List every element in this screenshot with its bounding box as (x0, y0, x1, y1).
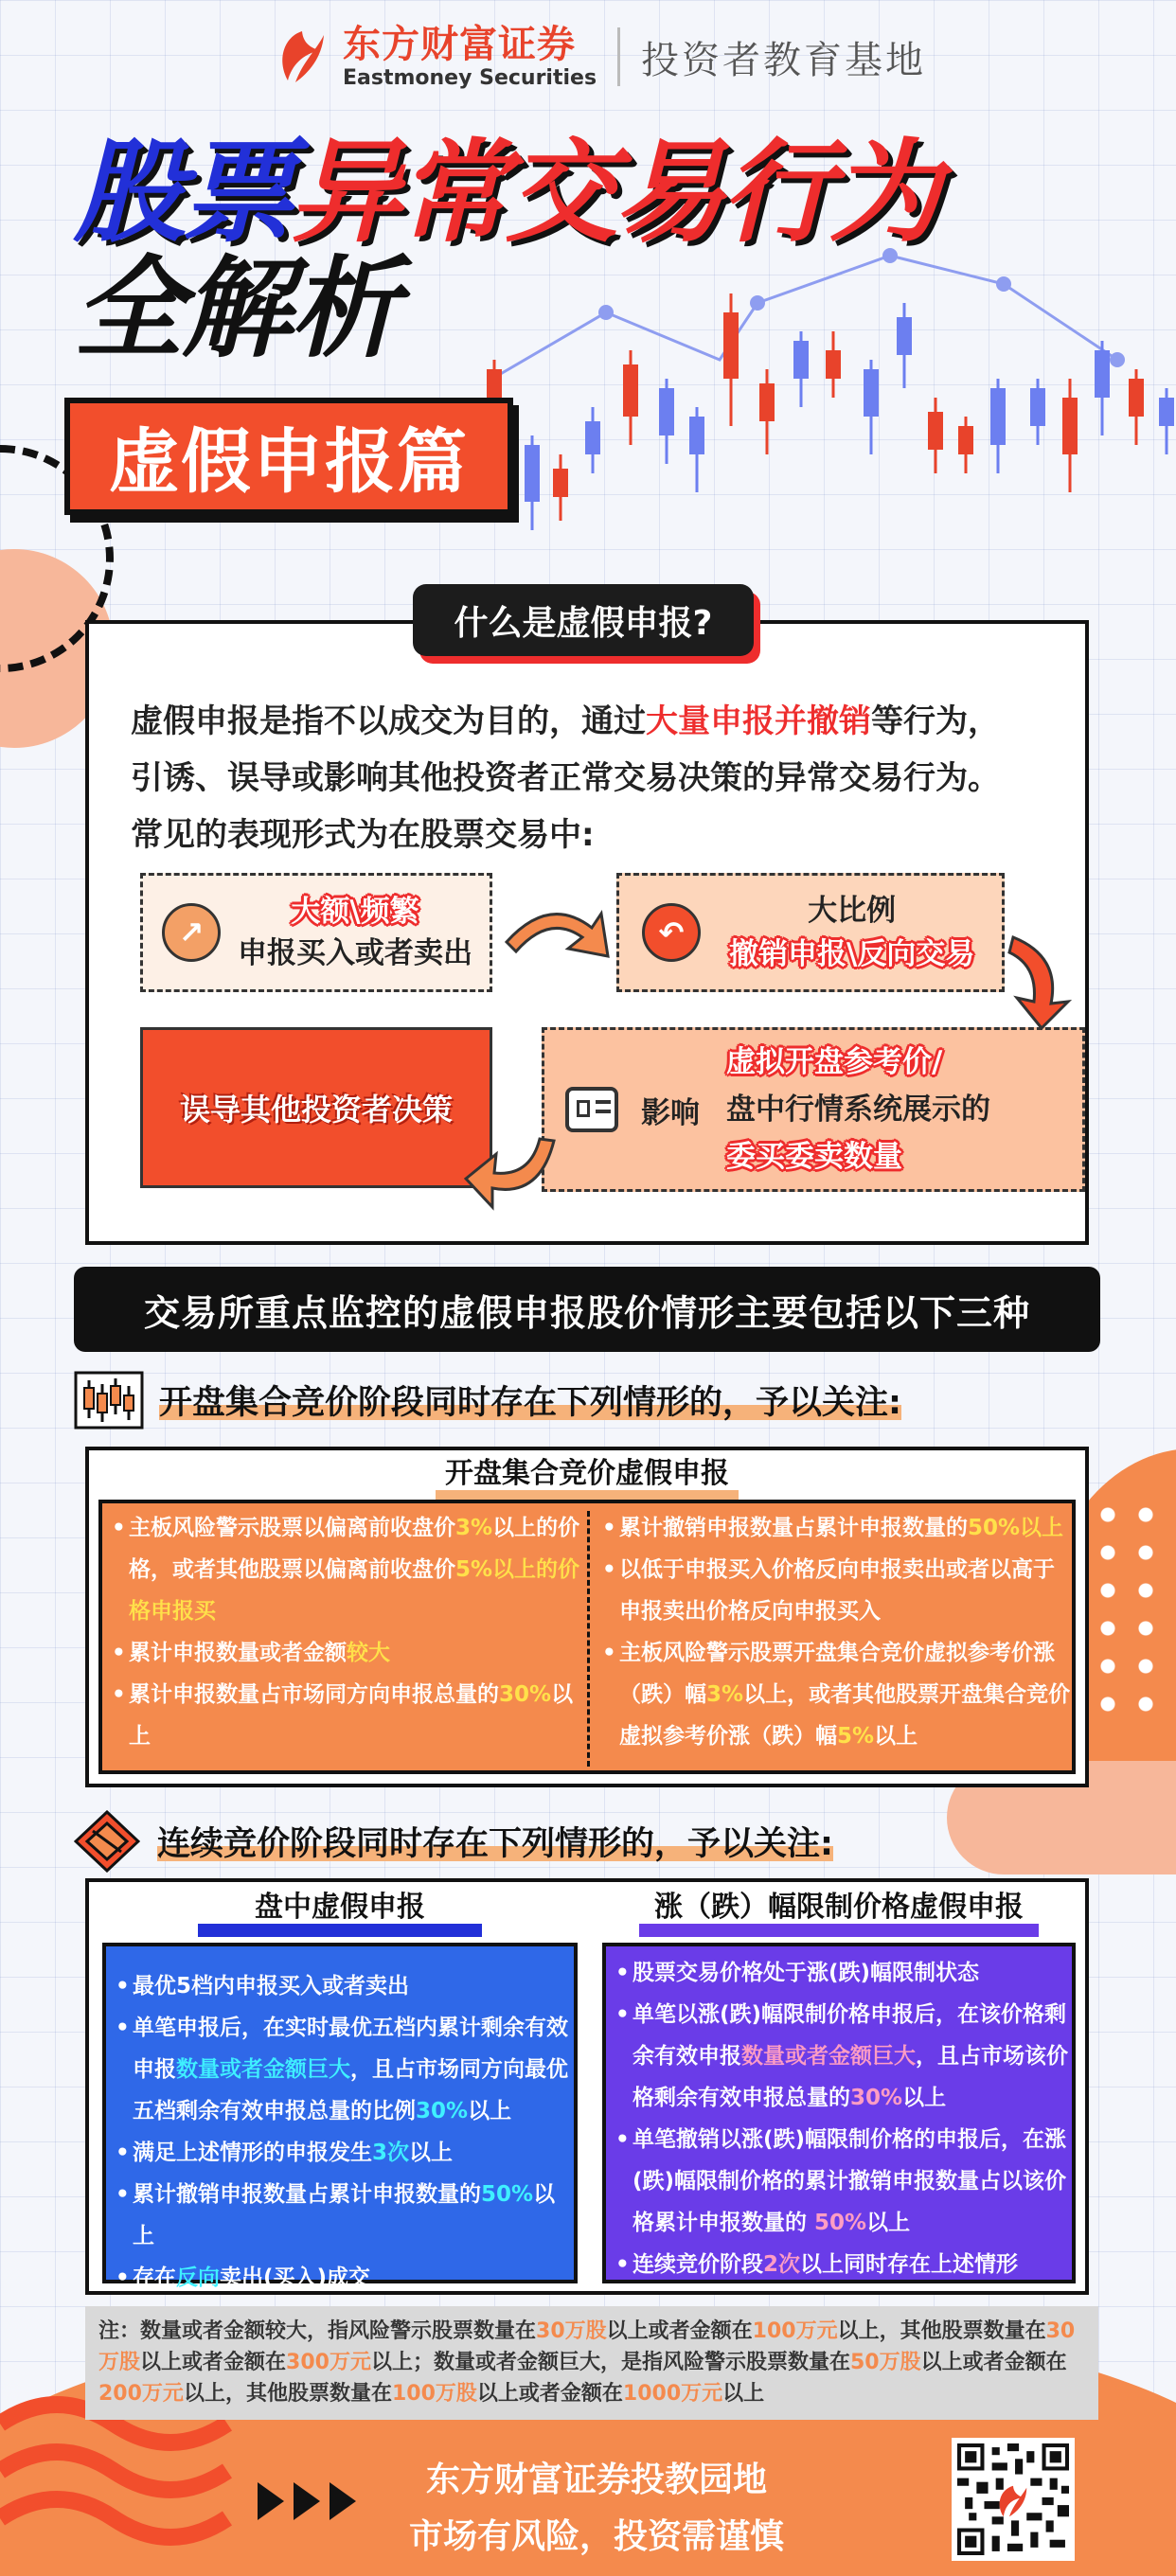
title-line-2: 全解析 (74, 245, 398, 373)
arrow-down-icon (1004, 928, 1079, 1032)
diamond-layers-icon (74, 1810, 140, 1873)
sec-open-heading-wrap (74, 1371, 901, 1430)
sec-cont-heading (157, 1818, 833, 1865)
monitor-heading: 交易所重点监控的虚假申报股价情形主要包括以下三种 (74, 1267, 1100, 1352)
list-item (116, 2090, 570, 2132)
sec-cont-left-title-wrap (102, 1892, 578, 1937)
list-item-highlight: 数量或者金额巨大 (741, 2044, 916, 2069)
footnote-highlight: 30万股 (536, 2319, 607, 2343)
list-item-text: 以上，或者其他股票开盘集合竞价 (743, 1682, 1071, 1707)
intro-text: 引诱、误导或影响其他投资者正常交易决策的异常交易行为。 (131, 759, 1000, 797)
intro-paragraph (131, 693, 1059, 863)
list-item-highlight: 数量或者金额巨大 (176, 2057, 350, 2082)
footer-line-1: 东方财富证券投教园地 (425, 2461, 767, 2499)
list-item-text: 主板风险警示股票以偏离前收盘价 (129, 1516, 455, 1540)
footer-text (398, 2452, 795, 2566)
list-item (602, 1674, 1076, 1715)
intro-highlight: 大量申报并撤销 (646, 702, 871, 740)
list-item-highlight: 格申报买 (129, 1599, 216, 1624)
list-item-highlight: 30% (416, 2099, 469, 2123)
list-item-highlight: 50% (481, 2182, 534, 2207)
list-item (112, 1715, 585, 1757)
list-item-text: 格，或者其他股票以偏离前收盘价 (129, 1557, 455, 1582)
play-icon (258, 2482, 284, 2520)
footnote-text: 注：数量或者金额较大，指风险警示股票数量在 (98, 2319, 537, 2343)
list-item-text: 主板风险警示股票开盘集合竞价虚拟参考价涨 (619, 1641, 1055, 1665)
list-item-text: 累计申报数量或者金额 (129, 1641, 347, 1665)
arrow-left-icon (464, 1131, 559, 1217)
intro-text: 等行为， (871, 702, 1000, 740)
footnote-text: 以上，其他股票数量在 (183, 2382, 392, 2406)
brand-logo-icon (275, 27, 330, 86)
play-icon (294, 2482, 320, 2520)
flow-step-2-title: 大比例 (808, 894, 897, 928)
list-item-highlight: 50%以上 (968, 1516, 1064, 1540)
list-item (116, 2174, 570, 2257)
list-item-text: ，且占市场该价 (916, 2044, 1068, 2069)
question-tag: 什么是虚假申报? (413, 584, 754, 656)
list-item-text: 最优5档内申报买入或者卖出 (133, 1974, 410, 1999)
list-item-text: 连续竞价阶段 (633, 2252, 763, 2277)
sec-cont-heading-text: 连续竞价阶段同时存在下列情形的，予以关注: (157, 1825, 833, 1863)
flow-step-3-line1: 虚拟开盘参考价/ (726, 1045, 943, 1079)
list-item-text: 累计撤销申报数量占累计申报数量的 (619, 1516, 968, 1540)
sec-open-heading-text: 开盘集合竞价阶段同时存在下列情形的，予以关注: (159, 1384, 901, 1422)
sec-open-right-list (602, 1507, 1076, 1757)
flow-step-3 (542, 1027, 1085, 1192)
candle-chart-icon (74, 1371, 144, 1430)
list-item-text: 格剩余有效申报总量的 (633, 2086, 850, 2110)
undo-icon: ↶ (642, 903, 701, 962)
list-item-highlight: 50% (814, 2211, 867, 2235)
list-item-text: 虚拟参考价涨（跌）幅 (619, 1724, 837, 1749)
sec-open-divider (587, 1511, 590, 1767)
list-item-text: 卖出(买入)成交 (220, 2265, 371, 2290)
list-item (615, 2035, 1070, 2077)
list-item (602, 1507, 1076, 1549)
list-item (112, 1549, 585, 1590)
list-item-highlight: 3次 (372, 2141, 410, 2165)
list-item-text: 以上 (902, 2086, 947, 2110)
list-item (615, 2244, 1070, 2285)
list-item (602, 1590, 1076, 1632)
footnote-highlight: 100万股 (391, 2382, 477, 2406)
list-item-text: 存在 (133, 2265, 176, 2290)
flow-step-2 (616, 873, 1005, 992)
flow-step-3-line3: 委买委卖数量 (726, 1140, 902, 1174)
list-item-text: 以上的价 (492, 1516, 580, 1540)
qr-code-icon (957, 2443, 1069, 2555)
list-item-text: 以上 (874, 1724, 918, 1749)
sec-cont-left-list (116, 1965, 570, 2299)
sec-open-box-title: 开盘集合竞价虚假申报 (436, 1458, 739, 1503)
sec-open-heading (159, 1377, 901, 1424)
list-item (602, 1632, 1076, 1674)
sec-open-left-list (112, 1507, 585, 1757)
footnote-highlight: 200万元 (98, 2382, 184, 2406)
list-item (116, 2132, 570, 2174)
list-item-text: 以上 (133, 2182, 556, 2248)
footnote-text: 以上或者金额在 (920, 2351, 1067, 2374)
list-item-text: 格累计申报数量的 (633, 2211, 815, 2235)
footer-line-2: 市场有风险，投资需谨慎 (408, 2517, 784, 2556)
list-item-text: 满足上述情形的申报发生 (133, 2141, 372, 2165)
footnote-highlight: 50万股 (849, 2351, 921, 2374)
list-item-highlight: 反向 (176, 2265, 220, 2290)
list-item (615, 1952, 1070, 1994)
list-item (615, 2119, 1070, 2160)
list-item (116, 2007, 570, 2049)
footnote-text: 以上 (722, 2382, 765, 2406)
list-item (112, 1632, 585, 1674)
list-item-text: 累计撤销申报数量占累计申报数量的 (133, 2182, 481, 2207)
flow-step-1 (140, 873, 492, 992)
footnote-highlight: 30万股 (98, 2319, 1076, 2374)
qr-code[interactable] (952, 2438, 1075, 2561)
footnote-highlight: 1000万元 (622, 2382, 723, 2406)
list-item-text: 单笔以涨(跌)幅限制价格申报后，在该价格剩 (633, 2002, 1067, 2027)
intro-text: 虚假申报是指不以成交为目的，通过 (131, 702, 646, 740)
decor-dots (1089, 1496, 1174, 1723)
list-item-text: 累计申报数量占市场同方向申报总量的 (129, 1682, 499, 1707)
list-item-highlight: 30% (499, 1682, 552, 1707)
list-item (116, 2049, 570, 2090)
footnote-text: 以上，其他股票数量在 (837, 2319, 1046, 2343)
list-item-highlight: 5% (837, 1724, 875, 1749)
list-item-text: 单笔申报后，在实时最优五档内累计剩余有效 (133, 2016, 568, 2040)
footnote-text: 以上；数量或者金额巨大，是指风险警示股票数量在 (370, 2351, 850, 2374)
list-item-text: 以上同时存在上述情形 (800, 2252, 1019, 2277)
flow-step-1-text: 申报买入或者卖出 (238, 936, 472, 970)
footnote-text: 以上或者金额在 (606, 2319, 753, 2343)
flow-step-3-line2: 盘中行情系统展示的 (726, 1093, 990, 1127)
list-item-highlight: 5%以上的价 (455, 1557, 580, 1582)
list-item (112, 1507, 585, 1549)
list-item-text: 以上 (468, 2099, 512, 2123)
list-item-text: 五档剩余有效申报总量的比例 (133, 2099, 416, 2123)
list-item (112, 1590, 585, 1632)
arrow-right-icon (502, 890, 615, 966)
list-item-highlight: 3% (706, 1682, 744, 1707)
sec-cont-right-title: 涨（跌）幅限制价格虚假申报 (639, 1892, 1039, 1937)
header (275, 23, 926, 91)
list-item-highlight: 较大 (347, 1641, 390, 1665)
footnote (85, 2306, 1098, 2420)
flow-step-1-title: 大额\频繁 (291, 895, 419, 929)
play-icon (330, 2482, 356, 2520)
brand-name-cn: 东方财富证券 (343, 23, 576, 66)
list-item (602, 1715, 1076, 1757)
footnote-highlight: 300万元 (286, 2351, 371, 2374)
list-item-text: 单笔撤销以涨(跌)幅限制价格的申报后，在涨 (633, 2127, 1067, 2152)
list-item-text: 上 (129, 1724, 151, 1749)
main-title (74, 127, 938, 258)
sec-cont-left-title: 盘中虚假申报 (198, 1892, 482, 1937)
list-item-text: 以上 (409, 2141, 454, 2165)
screen-icon (565, 1087, 618, 1132)
list-item-text: 股票交易价格处于涨(跌)幅限制状态 (633, 1961, 980, 1985)
footnote-text: 以上或者金额在 (140, 2351, 287, 2374)
sec-cont-right-title-wrap (602, 1892, 1076, 1937)
list-item (116, 1965, 570, 2007)
list-item (112, 1674, 585, 1715)
play-arrows (258, 2482, 356, 2520)
flow-step-3-label: 影响 (641, 1095, 700, 1130)
list-item-text: 以上 (866, 2211, 911, 2235)
footnote-highlight: 100万元 (752, 2319, 838, 2343)
money-bag-icon: ↗ (162, 903, 221, 962)
list-item-text: （跌）幅 (619, 1682, 706, 1707)
title-badge: 虚假申报篇 (64, 398, 513, 515)
list-item (615, 2160, 1070, 2202)
list-item (615, 2077, 1070, 2119)
list-item-text: ，且占市场同方向最优 (350, 2057, 568, 2082)
intro-text: 常见的表现形式为在股票交易中: (131, 816, 595, 854)
title-blue-part: 股票 (74, 127, 291, 258)
flow-step-4-text: 误导其他投资者决策 (179, 1092, 453, 1128)
list-item-text: 以低于申报买入价格反向申报卖出或者以高于 (619, 1557, 1055, 1582)
list-item (615, 2202, 1070, 2244)
header-divider (617, 27, 620, 86)
list-item-highlight: 2次 (763, 2252, 801, 2277)
list-item (602, 1549, 1076, 1590)
list-item-highlight: 30% (850, 2086, 903, 2110)
flow-step-4 (140, 1027, 492, 1188)
sec-cont-right-list (615, 1952, 1070, 2285)
list-item-text: (跌)幅限制价格的累计撤销申报数量占以该价 (633, 2169, 1067, 2194)
brand-name-en: Eastmoney Securities (343, 66, 597, 90)
list-item (116, 2257, 570, 2299)
list-item-text: 余有效申报 (633, 2044, 741, 2069)
list-item-text: 以 (551, 1682, 574, 1707)
sec-open-title-wrap (85, 1458, 1089, 1503)
title-red-part: 异常交易行为 (290, 127, 938, 258)
list-item (615, 1994, 1070, 2035)
list-item-text: 申报卖出价格反向申报买入 (619, 1599, 881, 1624)
sec-cont-heading-wrap (74, 1810, 833, 1873)
header-base-label: 投资者教育基地 (641, 38, 927, 82)
list-item-highlight: 3% (455, 1516, 493, 1540)
list-item-text: 申报 (133, 2057, 176, 2082)
footnote-text: 以上或者金额在 (476, 2382, 623, 2406)
decor-candlestick-chart (473, 246, 1176, 549)
flow-step-2-text: 撤销申报\反向交易 (729, 937, 975, 971)
